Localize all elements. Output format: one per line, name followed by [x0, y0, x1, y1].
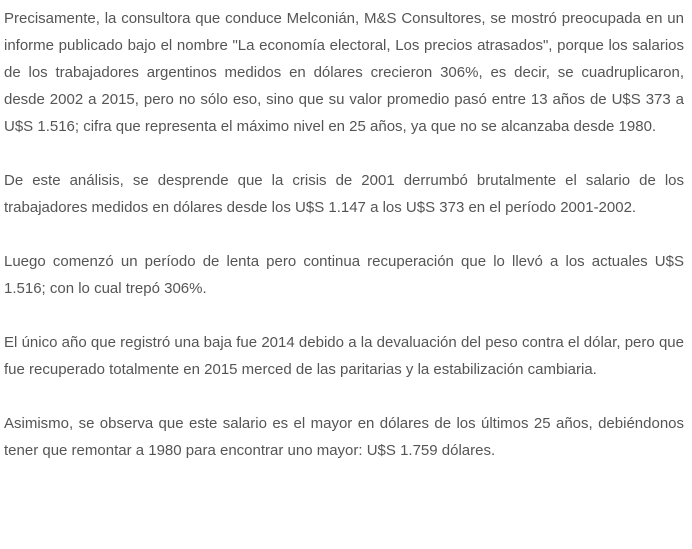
article-body [4, 5, 684, 464]
article-paragraph-5: Asimismo, se observa que este salario es el mayor en dólares de los últimos 25 años, debiéndonos tener que remontar a 1980 para encontrar uno mayor: U$S 1.759 dólares. [4, 415, 684, 459]
article-paragraph-3: Luego comenzó un período de lenta pero continua recuperación que lo llevó a los actuales U$S 1.516; con lo cual trepó 306%. [4, 253, 684, 297]
article-paragraph-2: De este análisis, se desprende que la crisis de 2001 derrumbó brutalmente el salario de los trabajadores medidos en dólares desde los U$S 1.147 a los U$S 373 en el período 2001-2002. [4, 172, 684, 216]
article-paragraph-4: El único año que registró una baja fue 2014 debido a la devaluación del peso contra el dólar, pero que fue recuperado totalmente en 2015 merced de las paritarias y la estabilización cambiaria. [4, 334, 684, 378]
article-paragraph-1: Precisamente, la consultora que conduce Melconián, M&S Consultores, se mostró preocupada en un informe publicado bajo el nombre "La economía electoral, Los precios atrasados", porque los salarios de los trabajadores argentinos medidos en dólares crecieron 306%, es decir, se cuadruplicaron, desde 2002 a 2015, pero no sólo eso, sino que su valor promedio pasó entre 13 años de U$S 373 a U$S 1.516; cifra que representa el máximo nivel en 25 años, ya que no se alcanzaba desde 1980. [4, 10, 684, 135]
